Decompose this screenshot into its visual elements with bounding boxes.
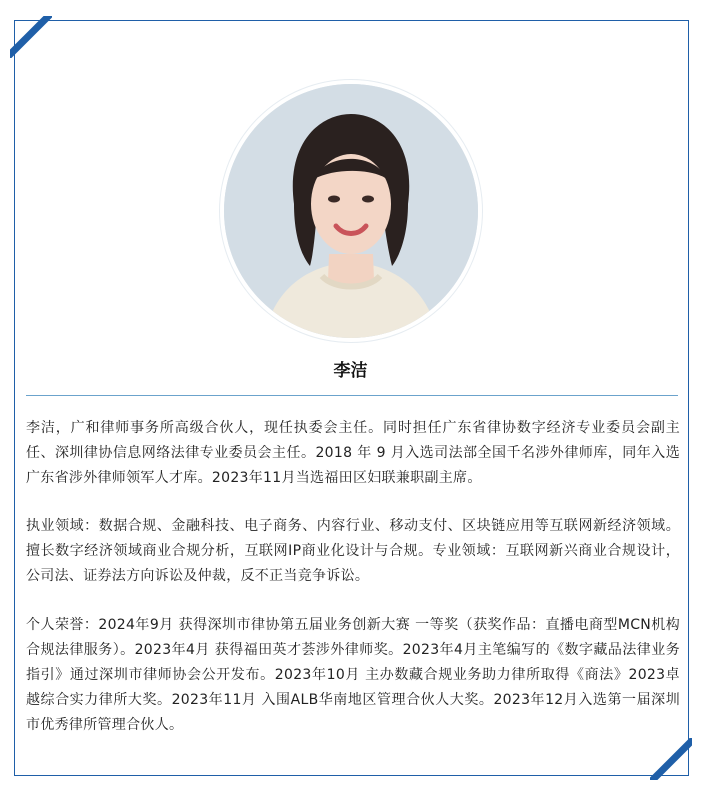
person-name: 李洁 [333,361,368,381]
corner-accent-bottom-right [650,738,692,780]
honors-paragraph: 个人荣誉：2024年9月 获得深圳市律协第五届业务创新大赛 一等奖（获奖作品：直播电商型MCN机构合规法律服务）。2023年4月 获得福田英才荟涉外律师奖。2023年4月主笔编写的《数字藏品法律业务指引》通过深圳市律师协会公开发布。2023年10月 主办数藏合规业务助力律所取得《商法》2023卓越综合实力律所大奖。2023年11月 入围ALB华南地区管理合伙人大奖。2023年12月入选第一届深圳市优秀律所管理合伙人。 [26,617,680,733]
portrait-image [224,84,478,338]
practice-areas-paragraph: 执业领域：数据合规、金融科技、电子商务、内容行业、移动支付、区块链应用等互联网新经济领域。擅长数字经济领域商业合规分析，互联网IP商业化设计与合规。专业领域：互联网新兴商业合规设计，公司法、证券法方向诉讼及仲裁，反不正当竞争诉讼。 [26,518,680,584]
corner-accent-top-left [10,16,52,58]
bio-paragraph: 李洁，广和律师事务所高级合伙人，现任执委会主任。同时担任广东省律协数字经济专业委员会副主任、深圳律协信息网络法律专业委员会主任。2018 年 9 月入选司法部全国千名涉外律师库，同年入选广东省涉外律师领军人才库。2023年11月当选福田区妇联兼职副主席。 [26,420,680,486]
profile-photo [220,80,482,342]
divider [26,395,678,396]
